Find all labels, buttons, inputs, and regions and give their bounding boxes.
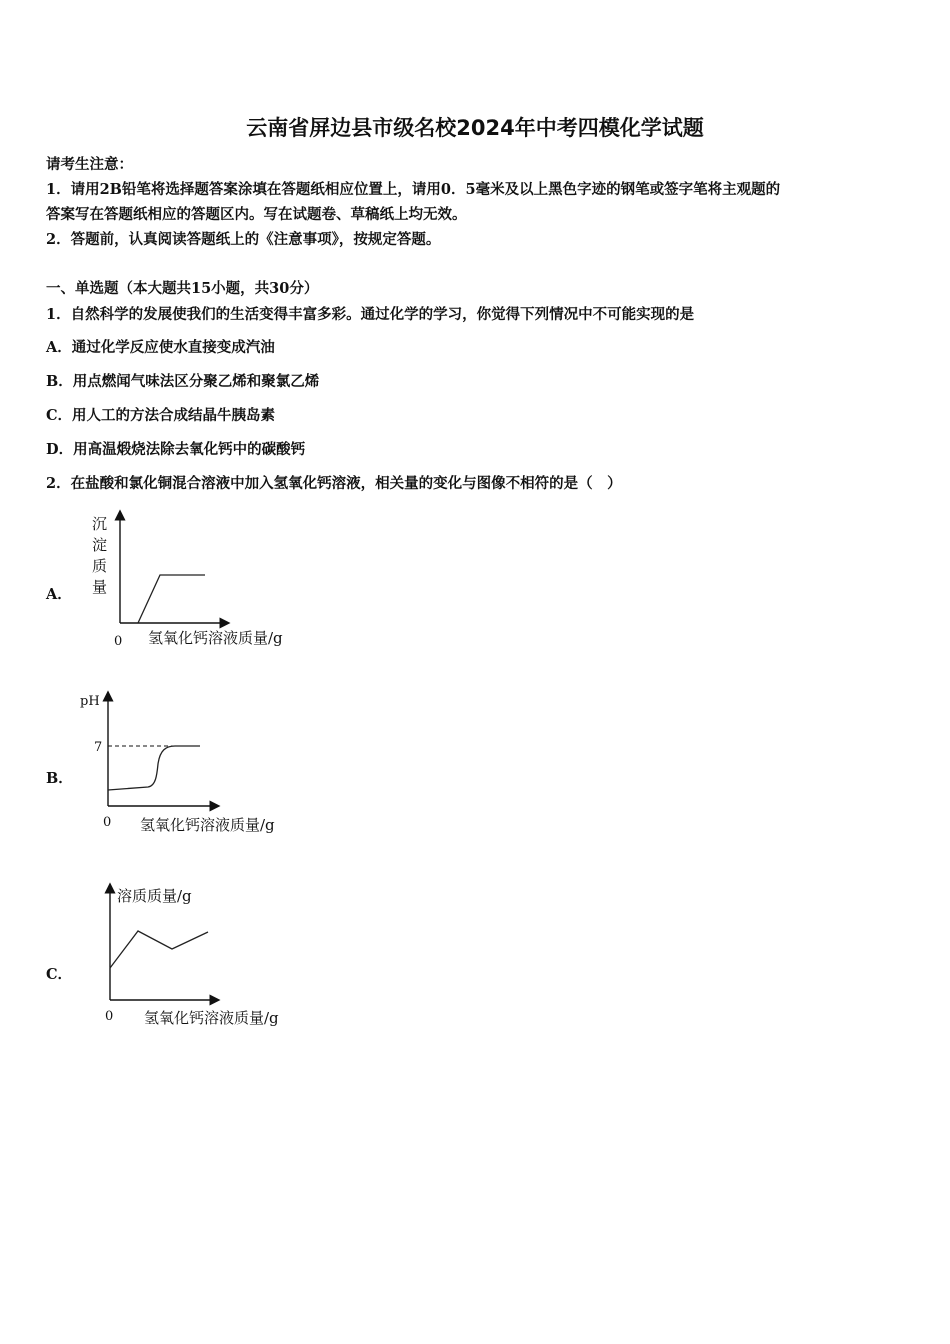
- notice-heading: 请考生注意：: [46, 156, 133, 173]
- notice-line-1b: 答案写在答题纸相应的答题区内。写在试题卷、草稿纸上均无效。: [46, 206, 467, 223]
- graph-a-series-line: [138, 575, 205, 623]
- graph-a-ylabel-1: 沉: [92, 515, 108, 533]
- q1-option-b: B．用点燃闻气味法区分聚乙烯和聚氯乙烯: [46, 373, 320, 390]
- graph-b-series-line: [108, 746, 200, 790]
- q1-option-a: A．通过化学反应使水直接变成汽油: [46, 339, 275, 356]
- graph-a: [80, 505, 330, 655]
- notice-line-2: 2．答题前，认真阅读答题纸上的《注意事项》，按规定答题。: [46, 231, 441, 248]
- notice-line-1a: 1．请用2B铅笔将选择题答案涂填在答题纸相应位置上，请用0．5毫米及以上黑色字迹的钢笔或签字笔将主观题的: [46, 181, 781, 198]
- q2-option-a-label: A．: [46, 586, 72, 603]
- graph-c-series-line: [110, 931, 208, 968]
- graph-a-origin: 0: [114, 634, 123, 649]
- q2-option-b-label: B．: [46, 770, 73, 787]
- graph-b-origin: 0: [103, 815, 112, 830]
- graph-c: [70, 880, 330, 1035]
- graph-c-xlabel: 氢氧化钙溶液质量/g: [144, 1009, 279, 1027]
- graph-a-ylabel-4: 量: [92, 578, 108, 596]
- graph-b: [70, 688, 330, 838]
- q2-option-c-label: C．: [46, 966, 73, 983]
- graph-c-origin: 0: [105, 1009, 114, 1024]
- graph-a-ylabel-3: 质: [92, 557, 108, 575]
- graph-a-xlabel: 氢氧化钙溶液质量/g: [148, 629, 283, 647]
- section-heading: 一、单选题（本大题共15小题，共30分）: [46, 280, 319, 297]
- graph-b-ytick-7: 7: [94, 740, 103, 755]
- question-1-stem: 1．自然科学的发展使我们的生活变得丰富多彩。通过化学的学习，你觉得下列情况中不可能实现的是: [46, 306, 695, 323]
- graph-b-xlabel: 氢氧化钙溶液质量/g: [140, 816, 275, 834]
- question-2-stem: 2．在盐酸和氯化铜混合溶液中加入氢氧化钙溶液，相关量的变化与图像不相符的是（ ）: [46, 475, 622, 492]
- page-title: 云南省屏边县市级名校2024年中考四模化学试题: [246, 116, 704, 140]
- graph-a-ylabel-2: 淀: [92, 536, 108, 554]
- graph-b-ylabel: pH: [80, 694, 100, 709]
- q1-option-d: D．用高温煅烧法除去氧化钙中的碳酸钙: [46, 441, 306, 458]
- q1-option-c: C．用人工的方法合成结晶牛胰岛素: [46, 407, 276, 424]
- graph-c-ylabel: 溶质质量/g: [117, 887, 192, 905]
